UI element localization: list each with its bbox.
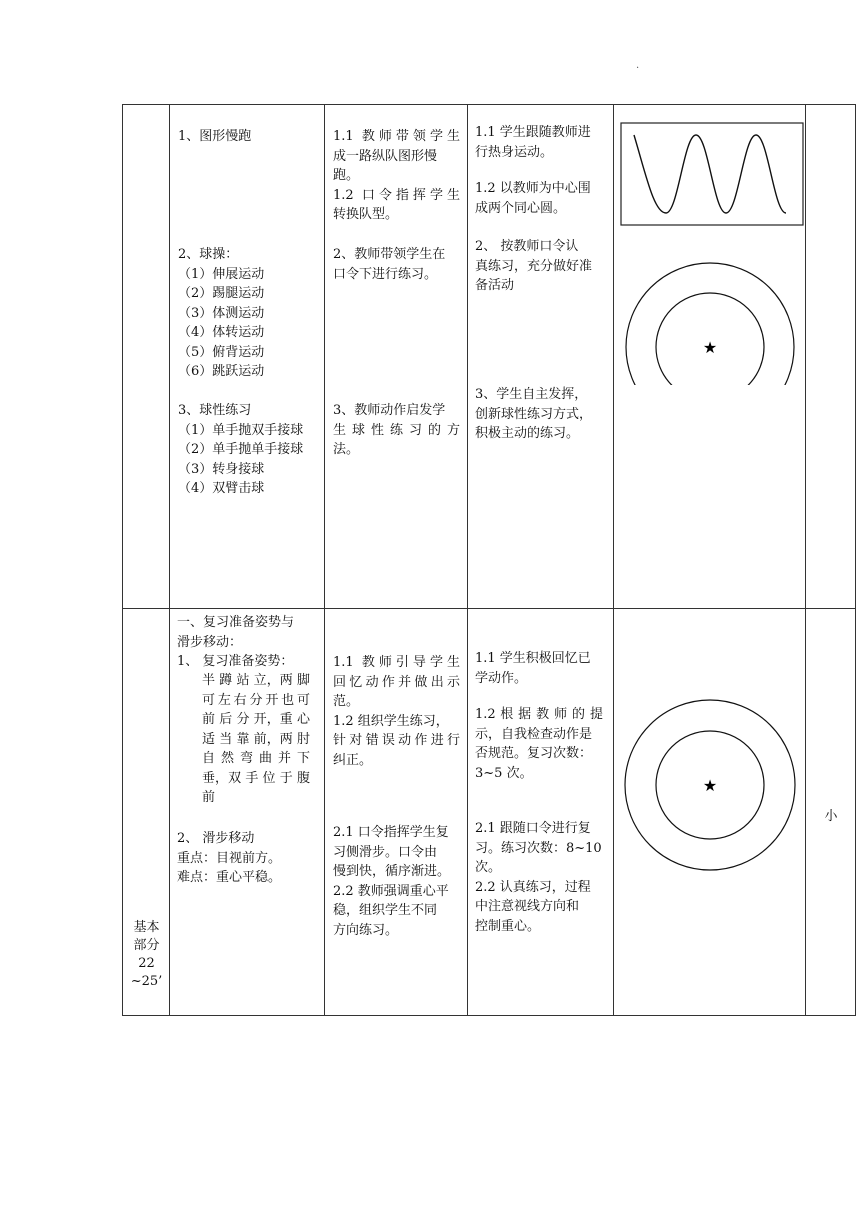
table-row-basic xyxy=(123,609,856,1016)
student-text-basic-1: 1.1 学生积极回忆已 学动作。 xyxy=(475,651,591,686)
content-item-1-desc: 半 蹲 站 立，两 脚 可左右分开也可 前 后 分 开，重 心 适 当 靠 前，两 肘 自 然 弯 曲 并 下 垂，双 手 位 于 腹 前 xyxy=(202,673,310,805)
stage-label: 基本 部分 22 ~25’ xyxy=(130,920,163,989)
wave-run-frame xyxy=(621,123,803,225)
student-text-basic-2: 1.2 根 据 教 师 的 提 示，自我检查动作是 否规范。复习次数： 3~5 次。 xyxy=(475,707,603,781)
teacher-cell-basic xyxy=(325,609,468,1016)
diagram-cell-basic xyxy=(614,609,806,1016)
star-icon: ★ xyxy=(702,776,718,795)
stage-cell-empty xyxy=(123,105,170,609)
star-icon: ★ xyxy=(702,338,718,357)
content-item-3: 3、球性练习 （1）单手抛双手接球 （2）单手抛单手接球 （3）转身接球 （4）双臂击球 xyxy=(178,403,304,496)
warmup-diagram xyxy=(614,105,806,385)
teacher-text-3: 3、教师动作启发学 生 球 性 练 习 的 方 法。 xyxy=(333,403,460,457)
teacher-text-basic-2: 2.1 口令指挥学生复 习侧滑步。口令由 慢到快，循序渐进。 2.2 教师强调重心平 稳，组织学生不同 方向练习。 xyxy=(333,825,451,938)
lesson-plan-table xyxy=(122,104,856,1016)
content-cell-warmup xyxy=(170,105,325,609)
last-cell-basic xyxy=(806,609,856,1016)
content-item-1: 1、图形慢跑 xyxy=(178,129,252,144)
last-cell-text: 小 xyxy=(824,809,838,824)
stage-cell-basic xyxy=(123,609,170,1016)
student-text-2: 1.2 以教师为中心围 成两个同心圆。 xyxy=(475,181,591,216)
teacher-cell-warmup xyxy=(325,105,468,609)
outer-circle xyxy=(626,263,794,385)
corner-mark: . xyxy=(636,60,640,71)
table-row-warmup xyxy=(123,105,856,609)
content-section-title: 一、复习准备姿势与 滑步移动： xyxy=(177,615,295,650)
diagram-cell-warmup xyxy=(614,105,806,609)
content-item-2: 2、球操： （1）伸展运动 （2）踢腿运动 （3）体测运动 （4）体转运动 （5）俯背运动 （6）跳跃运动 xyxy=(178,247,265,379)
student-cell-warmup xyxy=(468,105,614,609)
student-text-3: 2、 按教师口令认 真练习，充分做好准 备活动 xyxy=(475,239,593,293)
wave-run-path-icon xyxy=(634,135,786,213)
content-cell-basic xyxy=(170,609,325,1016)
basic-diagram xyxy=(614,609,806,909)
teacher-text-2: 2、教师带领学生在 口令下进行练习。 xyxy=(333,247,446,282)
teacher-text-basic-1: 1.1 教师引导学生 回忆动作并做出示 范。 1.2 组织学生练习， 针对错误动作进行 纠正。 xyxy=(333,655,460,768)
student-text-basic-3: 2.1 跟随口令进行复 习。练习次数：8~10 次。 2.2 认真练习，过程 中注意视线方向和 控制重心。 xyxy=(475,821,602,934)
student-text-1: 1.1 学生跟随教师进 行热身运动。 xyxy=(475,125,591,160)
content-item-2: 2、 滑步移动 重点：目视前方。 难点：重心平稳。 xyxy=(177,831,282,885)
last-cell-empty xyxy=(806,105,856,609)
content-item-1-label: 1、 复习准备姿势： xyxy=(177,654,294,669)
student-text-4: 3、学生自主发挥， 创新球性练习方式， 积极主动的练习。 xyxy=(475,387,593,441)
teacher-text-1: 1.1 教师带领学生 成一路纵队图形慢 跑。 1.2 口令指挥学生 转换队型。 xyxy=(333,129,460,222)
student-cell-basic xyxy=(468,609,614,1016)
